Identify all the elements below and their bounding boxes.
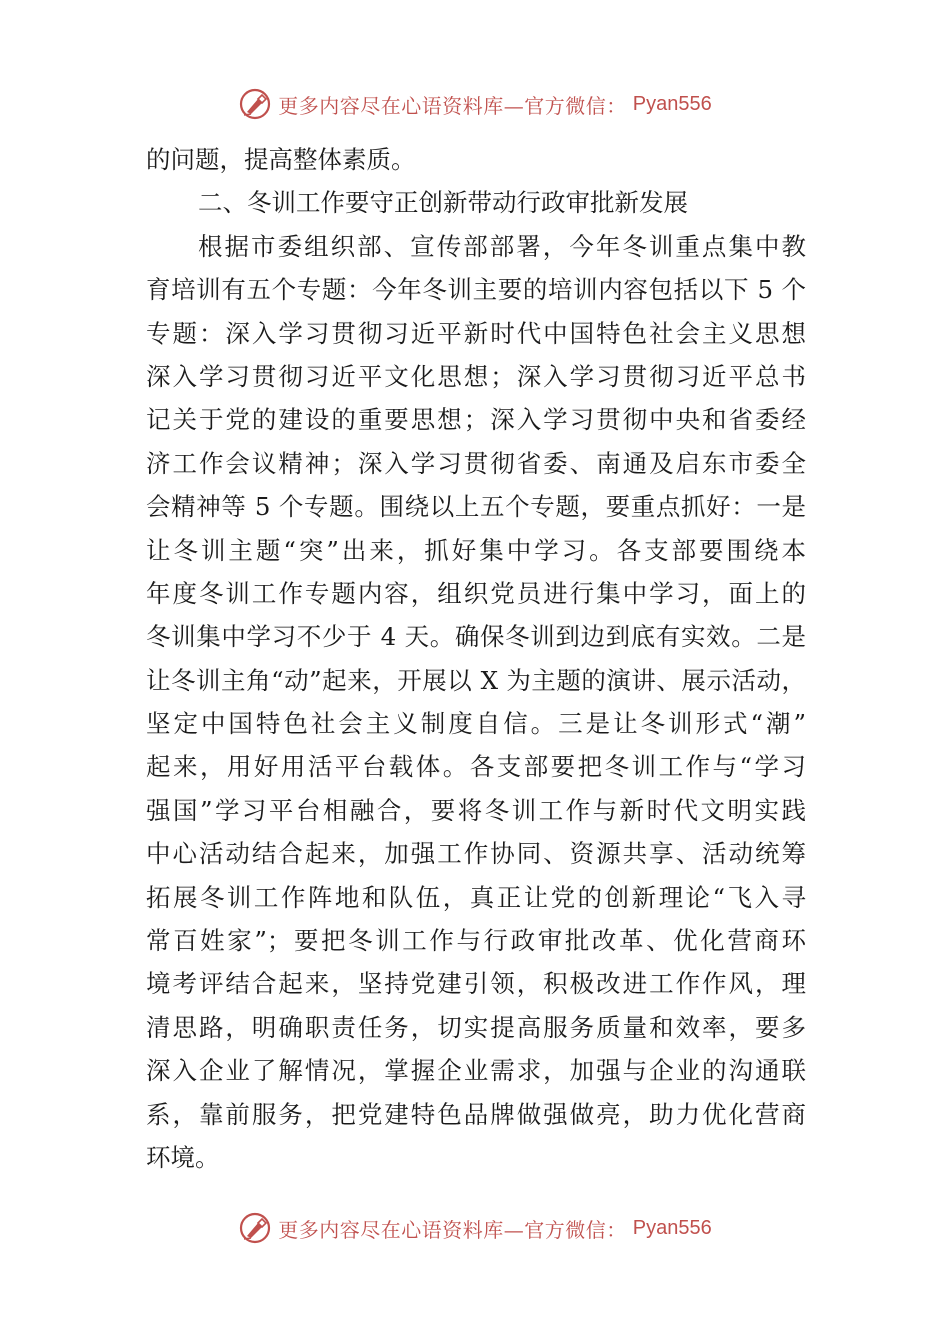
text-line: 深入企业了解情况，掌握企业需求，加强与企业的沟通联 <box>146 1056 806 1086</box>
section-heading: 二、冬训工作要守正创新带动行政审批新发展 <box>198 188 688 218</box>
pen-nib-logo-icon <box>238 87 272 121</box>
text-line: 冬训集中学习不少于 4 天。确保冬训到边到底有实效。二是 <box>146 622 806 652</box>
text-line: 会精神等 5 个专题。围绕以上五个专题，要重点抓好：一是 <box>146 492 806 522</box>
text-line: 清思路，明确职责任务，切实提高服务质量和效率，要多 <box>146 1012 806 1042</box>
text-line: 境考评结合起来，坚持党建引领，积极改进工作作风，理 <box>146 969 806 999</box>
text-line: 根据市委组织部、宣传部部署，今年冬训重点集中教 <box>198 231 806 261</box>
text-line: 深入学习贯彻习近平文化思想；深入学习贯彻习近平总书 <box>146 361 806 391</box>
footer-watermark <box>0 1208 950 1248</box>
text-line: 年度冬训工作专题内容，组织党员进行集中学习，面上的 <box>146 578 806 608</box>
watermark-handle: Pyan556 <box>632 1216 712 1239</box>
header-watermark <box>0 84 950 124</box>
text-line: 让冬训主角“动”起来，开展以 X 为主题的演讲、展示活动， <box>146 665 806 695</box>
text-line: 强国”学习平台相融合，要将冬训工作与新时代文明实践 <box>146 795 806 825</box>
pen-nib-logo-icon <box>238 1211 272 1245</box>
text-line: 环境。 <box>146 1142 220 1172</box>
text-line: 起来，用好用活平台载体。各支部要把冬训工作与“学习 <box>146 752 806 782</box>
text-line: 中心活动结合起来，加强工作协同、资源共享、活动统筹 <box>146 839 806 869</box>
text-line: 让冬训主题“突”出来，抓好集中学习。各支部要围绕本 <box>146 535 806 565</box>
text-line: 育培训有五个专题：今年冬训主要的培训内容包括以下 5 个 <box>146 275 806 305</box>
text-line: 拓展冬训工作阵地和队伍，真正让党的创新理论“飞入寻 <box>146 882 806 912</box>
text-line: 的问题，提高整体素质。 <box>146 145 416 174</box>
watermark-handle: Pyan556 <box>632 92 712 115</box>
text-line: 常百姓家”；要把冬训工作与行政审批改革、优化营商环 <box>146 926 806 956</box>
text-line: 系，靠前服务，把党建特色品牌做强做亮，助力优化营商 <box>146 1099 806 1129</box>
watermark-text: 更多内容尽在心语资料库—官方微信： <box>278 1217 627 1242</box>
text-line: 专题：深入学习贯彻习近平新时代中国特色社会主义思想 <box>146 318 806 348</box>
watermark-text: 更多内容尽在心语资料库—官方微信： <box>278 93 627 118</box>
text-line: 记关于党的建设的重要思想；深入学习贯彻中央和省委经 <box>146 405 806 435</box>
text-line: 坚定中国特色社会主义制度自信。三是让冬训形式“潮” <box>146 709 806 739</box>
document-body <box>146 138 806 1179</box>
text-line: 济工作会议精神；深入学习贯彻省委、南通及启东市委全 <box>146 448 806 478</box>
